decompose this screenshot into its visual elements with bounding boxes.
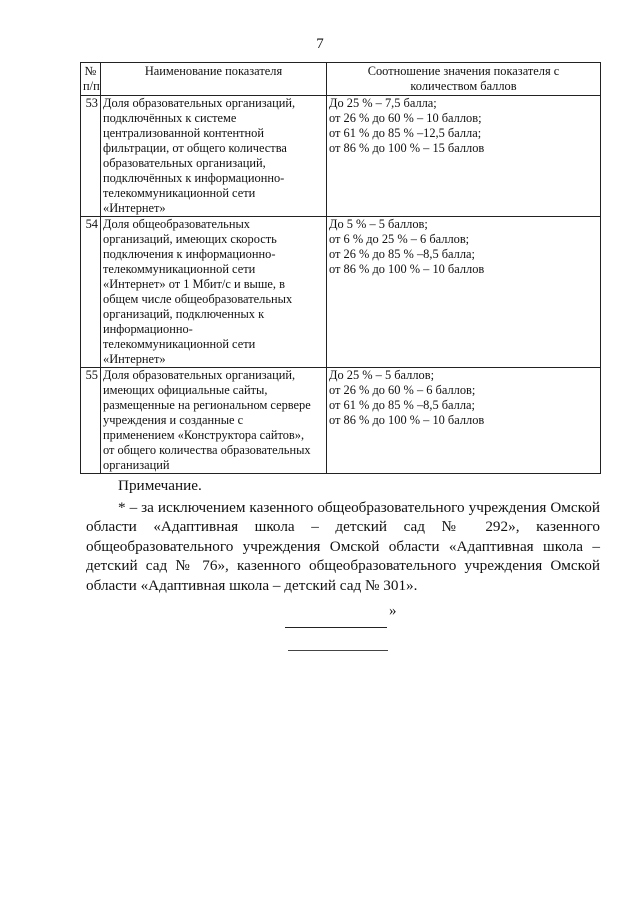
end-rule	[288, 650, 388, 651]
text-line: организаций, имеющих скорость	[103, 232, 277, 246]
score-ranges	[327, 217, 601, 368]
header-name-label: Наименование показателя	[144, 64, 283, 78]
score-line: от 26 % до 60 % – 10 баллов;	[329, 111, 482, 125]
score-line: До 5 % – 5 баллов;	[329, 217, 428, 231]
score-line: от 86 % до 100 % – 10 баллов	[329, 262, 485, 276]
indicator-name	[101, 217, 327, 368]
row-number: 53	[81, 96, 101, 217]
row-number: 54	[81, 217, 101, 368]
score-line: от 61 % до 85 % –8,5 балла;	[329, 398, 475, 412]
header-number	[81, 63, 101, 96]
indicators-table	[80, 62, 601, 474]
page-number: 7	[316, 36, 324, 52]
text-line: «Интернет»	[103, 352, 166, 366]
table-row	[81, 217, 601, 368]
score-ranges	[327, 96, 601, 217]
score-line: от 86 % до 100 % – 15 баллов	[329, 141, 485, 155]
text-line: «Интернет»	[103, 201, 166, 215]
score-line: от 26 % до 85 % –8,5 балла;	[329, 247, 475, 261]
table-row	[81, 96, 601, 217]
text-line: организаций	[103, 458, 170, 472]
score-line: от 26 % до 60 % – 6 баллов;	[329, 383, 476, 397]
text-line: размещенные на региональном сервере	[103, 398, 311, 412]
score-line: от 6 % до 25 % – 6 баллов;	[329, 232, 470, 246]
text-line: фильтрации, от общего количества	[103, 141, 287, 155]
text-line: имеющих официальные сайты,	[103, 383, 268, 397]
text-line: учреждения и созданные с	[103, 413, 244, 427]
note-line: детский сад № 76», казенного общеобразовательного учреждения Омской	[86, 557, 600, 575]
indicator-name	[101, 96, 327, 217]
score-line: До 25 % – 5 баллов;	[329, 368, 435, 382]
header-score-line: Соотношение значения показателя с	[367, 64, 560, 78]
footnote	[86, 476, 600, 596]
text-line: Доля образовательных организаций,	[103, 368, 296, 382]
note-line: области «Адаптивная школа – детский сад № 301».	[86, 576, 418, 594]
score-line: от 61 % до 85 % –12,5 балла;	[329, 126, 482, 140]
note-line: * – за исключением казенного общеобразовательного учреждения Омской	[118, 498, 600, 516]
header-number-line: п/п	[83, 79, 100, 93]
signature-line	[285, 627, 387, 628]
score-line: от 86 % до 100 % – 10 баллов	[329, 413, 485, 427]
text-line: информационно-	[103, 322, 193, 336]
header-number-line: №	[84, 64, 97, 78]
header-name	[101, 63, 327, 96]
text-line: централизованной контентной	[103, 126, 264, 140]
text-line: образовательных организаций,	[103, 156, 266, 170]
closing-quote: »	[389, 603, 397, 619]
text-line: телекоммуникационной сети	[103, 262, 256, 276]
text-line: подключённых к системе	[103, 111, 237, 125]
text-line: Доля образовательных организаций,	[103, 96, 296, 110]
text-line: организаций, подключенных к	[103, 307, 265, 321]
text-line: применением «Конструктора сайтов»,	[103, 428, 305, 442]
text-line: телекоммуникационной сети	[103, 337, 256, 351]
score-ranges	[327, 368, 601, 474]
text-line: от общего количества образовательных	[103, 443, 311, 457]
text-line: общем числе общеобразовательных	[103, 292, 293, 306]
header-score	[327, 63, 601, 96]
table-row	[81, 368, 601, 474]
note-line: области «Адаптивная школа – детский сад № 292», казенного	[86, 518, 600, 536]
note-heading: Примечание.	[118, 477, 202, 494]
table-header-row	[81, 63, 601, 96]
score-line: До 25 % – 7,5 балла;	[329, 96, 437, 110]
text-line: телекоммуникационной сети	[103, 186, 256, 200]
note-line: общеобразовательного учреждения Омской области «Адаптивная школа –	[86, 537, 600, 555]
row-number: 55	[81, 368, 101, 474]
indicator-name	[101, 368, 327, 474]
header-score-line: количеством баллов	[410, 79, 517, 93]
text-line: подключения к информационно-	[103, 247, 276, 261]
text-line: подключённых к информационно-	[103, 171, 285, 185]
text-line: Доля общеобразовательных	[103, 217, 250, 231]
text-line: «Интернет» от 1 Мбит/с и выше, в	[103, 277, 285, 291]
